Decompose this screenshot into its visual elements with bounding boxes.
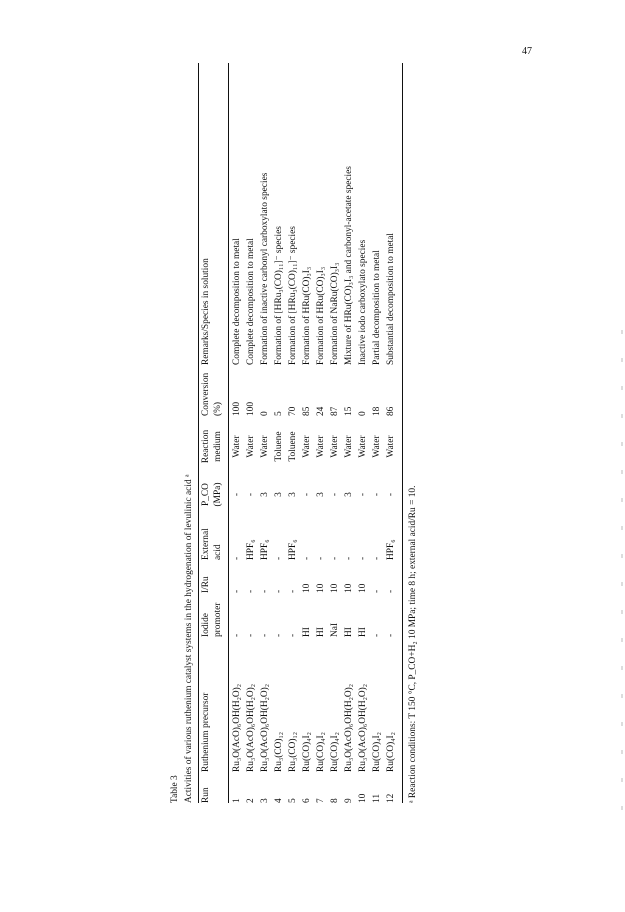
cell-pco: 3 — [344, 492, 354, 497]
cell-medium: Toluene — [274, 431, 284, 462]
cell-iodide: - — [246, 633, 256, 637]
cell-i-ru: 10 — [358, 583, 368, 593]
cell-acid: HPF₆ — [260, 539, 270, 560]
header-run: Run — [201, 787, 211, 803]
table-row — [330, 55, 344, 805]
header-pco — [201, 477, 225, 512]
header-medium — [201, 419, 225, 474]
cell-iodide: HI — [358, 627, 368, 637]
cell-i-ru: - — [288, 589, 298, 593]
table-top-rule — [198, 63, 199, 803]
cell-iodide: - — [232, 633, 242, 637]
header-iodide — [201, 597, 225, 637]
header-medium-line1: Reaction — [201, 429, 211, 464]
cell-run: 1 — [232, 798, 242, 803]
page-number: 47 — [522, 46, 532, 57]
cell-precursor: Ru(CO)₄I₂ — [316, 732, 326, 772]
cell-conversion: 24 — [316, 406, 326, 416]
cell-iodide: - — [288, 633, 298, 637]
cell-precursor: Ru₃O(AcO)₆OH(H₂O)₂ — [260, 683, 270, 772]
cell-acid: HPF₆ — [246, 539, 256, 560]
cell-pco: - — [232, 492, 242, 497]
table-footnote: ᵃ Reaction conditions: T 150 °C, P_CO+H₂ 10 MPa; time 8 h; external acid/Ru = 10. — [408, 485, 418, 803]
cell-precursor: Ru₃O(AcO)₆OH(H₂O)₂ — [344, 683, 354, 772]
cell-run: 8 — [330, 798, 340, 803]
header-external-acid — [201, 515, 225, 560]
cell-medium: Water — [358, 435, 368, 458]
cell-pco: - — [386, 492, 396, 497]
cell-run: 10 — [358, 793, 368, 803]
cell-remarks: Formation of HRu(CO)₃I₃ — [302, 266, 312, 365]
table-row — [372, 55, 386, 805]
cell-run: 2 — [246, 798, 256, 803]
cell-acid: - — [344, 556, 354, 560]
cell-conversion: 0 — [260, 411, 270, 416]
cell-i-ru: - — [386, 589, 396, 593]
cell-pco: 3 — [274, 492, 284, 497]
cell-i-ru: 10 — [302, 583, 312, 593]
cell-acid: - — [372, 556, 382, 560]
table-header-rule — [228, 63, 229, 803]
cell-i-ru: - — [260, 589, 270, 593]
cell-precursor: Ru₃O(AcO)₆OH(H₂O)₂ — [358, 683, 368, 772]
cell-conversion: 15 — [344, 406, 354, 416]
cell-iodide: NaI — [330, 622, 340, 637]
cell-remarks: Complete decomposition to metal — [246, 238, 256, 365]
table-row — [302, 55, 316, 805]
cell-i-ru: 10 — [316, 583, 326, 593]
header-precursor: Ruthenium precursor — [201, 692, 211, 772]
cell-run: 6 — [302, 798, 312, 803]
cell-acid: - — [302, 556, 312, 560]
cell-remarks: Formation of inactive carbonyl carboxylato species — [260, 172, 270, 365]
cell-conversion: 5 — [274, 411, 284, 416]
table-row — [260, 55, 274, 805]
cell-pco: 3 — [316, 492, 326, 497]
header-iodide-line1: Iodide — [201, 613, 211, 637]
cell-pco: - — [372, 492, 382, 497]
header-iodide-line2: promoter — [212, 602, 223, 637]
cell-precursor: Ru(CO)₄I₂ — [372, 732, 382, 772]
cell-run: 12 — [386, 793, 396, 803]
cell-conversion: 18 — [372, 406, 382, 416]
cell-precursor: Ru(CO)₄I₂ — [302, 732, 312, 772]
header-remarks: Remarks/Species in solution — [201, 258, 211, 365]
cell-remarks: Formation of NaRu(CO)₃I₃ — [330, 262, 340, 365]
cell-remarks: Substantial decomposition to metal — [386, 232, 396, 365]
header-pco-line1: P_CO — [201, 483, 211, 506]
cell-conversion: 70 — [288, 406, 298, 416]
cell-medium: Water — [246, 435, 256, 458]
table-row — [246, 55, 260, 805]
table-row — [288, 55, 302, 805]
header-medium-line2: medium — [212, 431, 223, 462]
cell-precursor: Ru(CO)₄I₂ — [386, 732, 396, 772]
header-conversion-line1: Conversion — [201, 372, 211, 416]
header-conversion-line2: (%) — [212, 401, 223, 416]
header-external-line1: External — [201, 528, 211, 560]
cell-pco: - — [358, 492, 368, 497]
header-external-line2: acid — [212, 544, 223, 560]
cell-medium: Water — [302, 435, 312, 458]
cell-acid: - — [232, 556, 242, 560]
cell-remarks: Formation of [HRu₃(CO)₁₁]⁻ species — [274, 226, 284, 365]
table-row — [274, 55, 288, 805]
table-3 — [166, 55, 476, 805]
cell-pco: - — [330, 492, 340, 497]
header-pco-line2: (MPa) — [212, 482, 223, 507]
cell-iodide: - — [372, 633, 382, 637]
cell-precursor: Ru₃(CO)₁₂ — [288, 731, 298, 772]
cell-conversion: 86 — [386, 406, 396, 416]
cell-pco: 3 — [260, 492, 270, 497]
table-row — [232, 55, 246, 805]
cell-iodide: HI — [316, 627, 326, 637]
cell-i-ru: - — [372, 589, 382, 593]
cell-remarks: Partial decomposition to metal — [372, 250, 382, 365]
cell-conversion: 100 — [232, 401, 242, 416]
table-bottom-rule — [402, 63, 403, 803]
cell-medium: Water — [386, 435, 396, 458]
cell-pco: - — [246, 492, 256, 497]
cell-run: 4 — [274, 798, 284, 803]
cell-iodide: - — [260, 633, 270, 637]
cell-medium: Water — [316, 435, 326, 458]
cell-remarks: Inactive iodo carboxylato species — [358, 239, 368, 365]
cell-remarks: Formation of HRu(CO)₃I₃ — [316, 266, 326, 365]
cell-acid: HPF₆ — [288, 539, 298, 560]
cell-iodide: HI — [302, 627, 312, 637]
table-caption: Activities of various ruthenium catalyst systems in the hydrogenation of levulinic acid ᵃ — [184, 474, 194, 803]
cell-medium: Water — [372, 435, 382, 458]
cell-pco: 3 — [288, 492, 298, 497]
cell-i-ru: 10 — [330, 583, 340, 593]
cell-remarks: Mixture of HRu(CO)₃I₃ and carbonyl-acetate species — [344, 166, 354, 365]
cell-run: 7 — [316, 798, 326, 803]
header-conversion — [201, 368, 225, 416]
cell-medium: Water — [330, 435, 340, 458]
cell-conversion: 100 — [246, 401, 256, 416]
cell-run: 9 — [344, 798, 354, 803]
cell-i-ru: - — [274, 589, 284, 593]
cell-run: 5 — [288, 798, 298, 803]
cell-remarks: Complete decomposition to metal — [232, 238, 242, 365]
cell-medium: Toluene — [288, 431, 298, 462]
table-row — [358, 55, 372, 805]
cell-precursor: Ru₃O(AcO)₆OH(H₂O)₂ — [232, 683, 242, 772]
cell-i-ru: 10 — [344, 583, 354, 593]
cell-run: 11 — [372, 793, 382, 803]
cell-precursor: Ru₃O(AcO)₆OH(H₂O)₂ — [246, 683, 256, 772]
cell-acid: - — [358, 556, 368, 560]
table-row — [386, 55, 400, 805]
cell-i-ru: - — [246, 589, 256, 593]
cell-medium: Water — [344, 435, 354, 458]
cell-precursor: Ru(CO)₄I₂ — [330, 732, 340, 772]
table-body — [232, 55, 400, 805]
cell-iodide: HI — [344, 627, 354, 637]
rotated-table-region — [166, 55, 476, 805]
cell-medium: Water — [260, 435, 270, 458]
cell-conversion: 87 — [330, 406, 340, 416]
table-row — [316, 55, 330, 805]
table-row — [344, 55, 358, 805]
cell-iodide: - — [386, 633, 396, 637]
cell-conversion: 0 — [358, 411, 368, 416]
cell-acid: - — [330, 556, 340, 560]
cell-i-ru: - — [232, 589, 242, 593]
cell-iodide: - — [274, 633, 284, 637]
cell-medium: Water — [232, 435, 242, 458]
cell-acid: HPF₆ — [386, 539, 396, 560]
header-i-ru: I/Ru — [201, 576, 211, 593]
cell-run: 3 — [260, 798, 270, 803]
cell-pco: - — [302, 492, 312, 497]
cell-remarks: Formation of [HRu₃(CO)₁₁]⁻ species — [288, 226, 298, 365]
cell-precursor: Ru₃(CO)₁₂ — [274, 731, 284, 772]
cell-conversion: 85 — [302, 406, 312, 416]
table-label: Table 3 — [170, 775, 180, 803]
cell-acid: - — [274, 556, 284, 560]
margin-dash-marks — [620, 330, 624, 830]
cell-acid: - — [316, 556, 326, 560]
